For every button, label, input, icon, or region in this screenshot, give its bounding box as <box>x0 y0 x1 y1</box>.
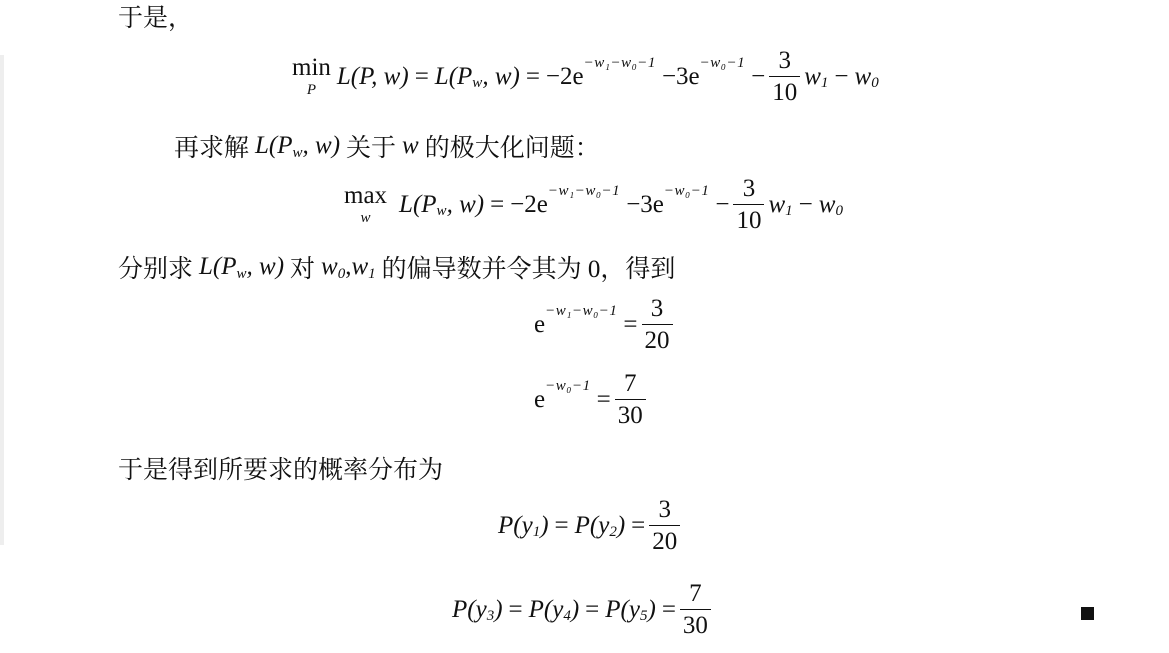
fraction-7-30: $\frac{7}{30}$ <box>680 581 711 638</box>
equation-exp-3-20: e −w₁−w₀−1 = $\frac{3}{20}$ <box>534 296 677 353</box>
fraction-7-30: $\frac{7}{30}$ <box>615 371 646 428</box>
equation-prob-y3-y4-y5: P(y 3 ) = P(y 4 ) = P(y 5 ) = $\frac{7}{30}$ <box>452 581 715 638</box>
equation-max-lagrangian: max w L(P w , w) = −2e −w₁−w₀−1 −3e −w₀−1 − $\frac{3}{10}$ w 1 − w 0 <box>344 175 843 234</box>
max-operator: max w <box>344 182 388 226</box>
equation-min-lagrangian: min P L(P, w) = L(P w , w) = −2e −w₁−w₀−1 −3e −w₀−1 − $\frac{3}{10}$ w 1 − w 0 <box>292 47 879 106</box>
text-line-3: 分别求 L(P w , w) 对 w 0 , w 1 的偏导数并令其为 0，得到 <box>118 253 676 283</box>
fraction-3-20: $\frac{3}{20}$ <box>642 296 673 353</box>
fraction-3-20: $\frac{3}{20}$ <box>649 497 680 554</box>
min-operator: min P <box>292 54 331 98</box>
page-edge-shadow <box>0 55 4 545</box>
equation-exp-7-30: e −w₀−1 = $\frac{7}{30}$ <box>534 371 650 428</box>
end-of-proof-square-icon <box>1081 607 1094 620</box>
equation-prob-y1-y2: P(y 1 ) = P(y 2 ) = $\frac{3}{20}$ <box>498 497 684 554</box>
fraction-3-10: $\frac{3}{10}$ <box>733 176 764 233</box>
text-line-1: 于是， <box>118 5 194 32</box>
fraction-3-10: $\frac{3}{10}$ <box>769 48 800 105</box>
text-line-4: 于是得到所要求的概率分布为 <box>118 457 444 484</box>
text-line-2: 再求解 L(P w , w) 关于 w 的极大化问题： <box>174 132 600 162</box>
